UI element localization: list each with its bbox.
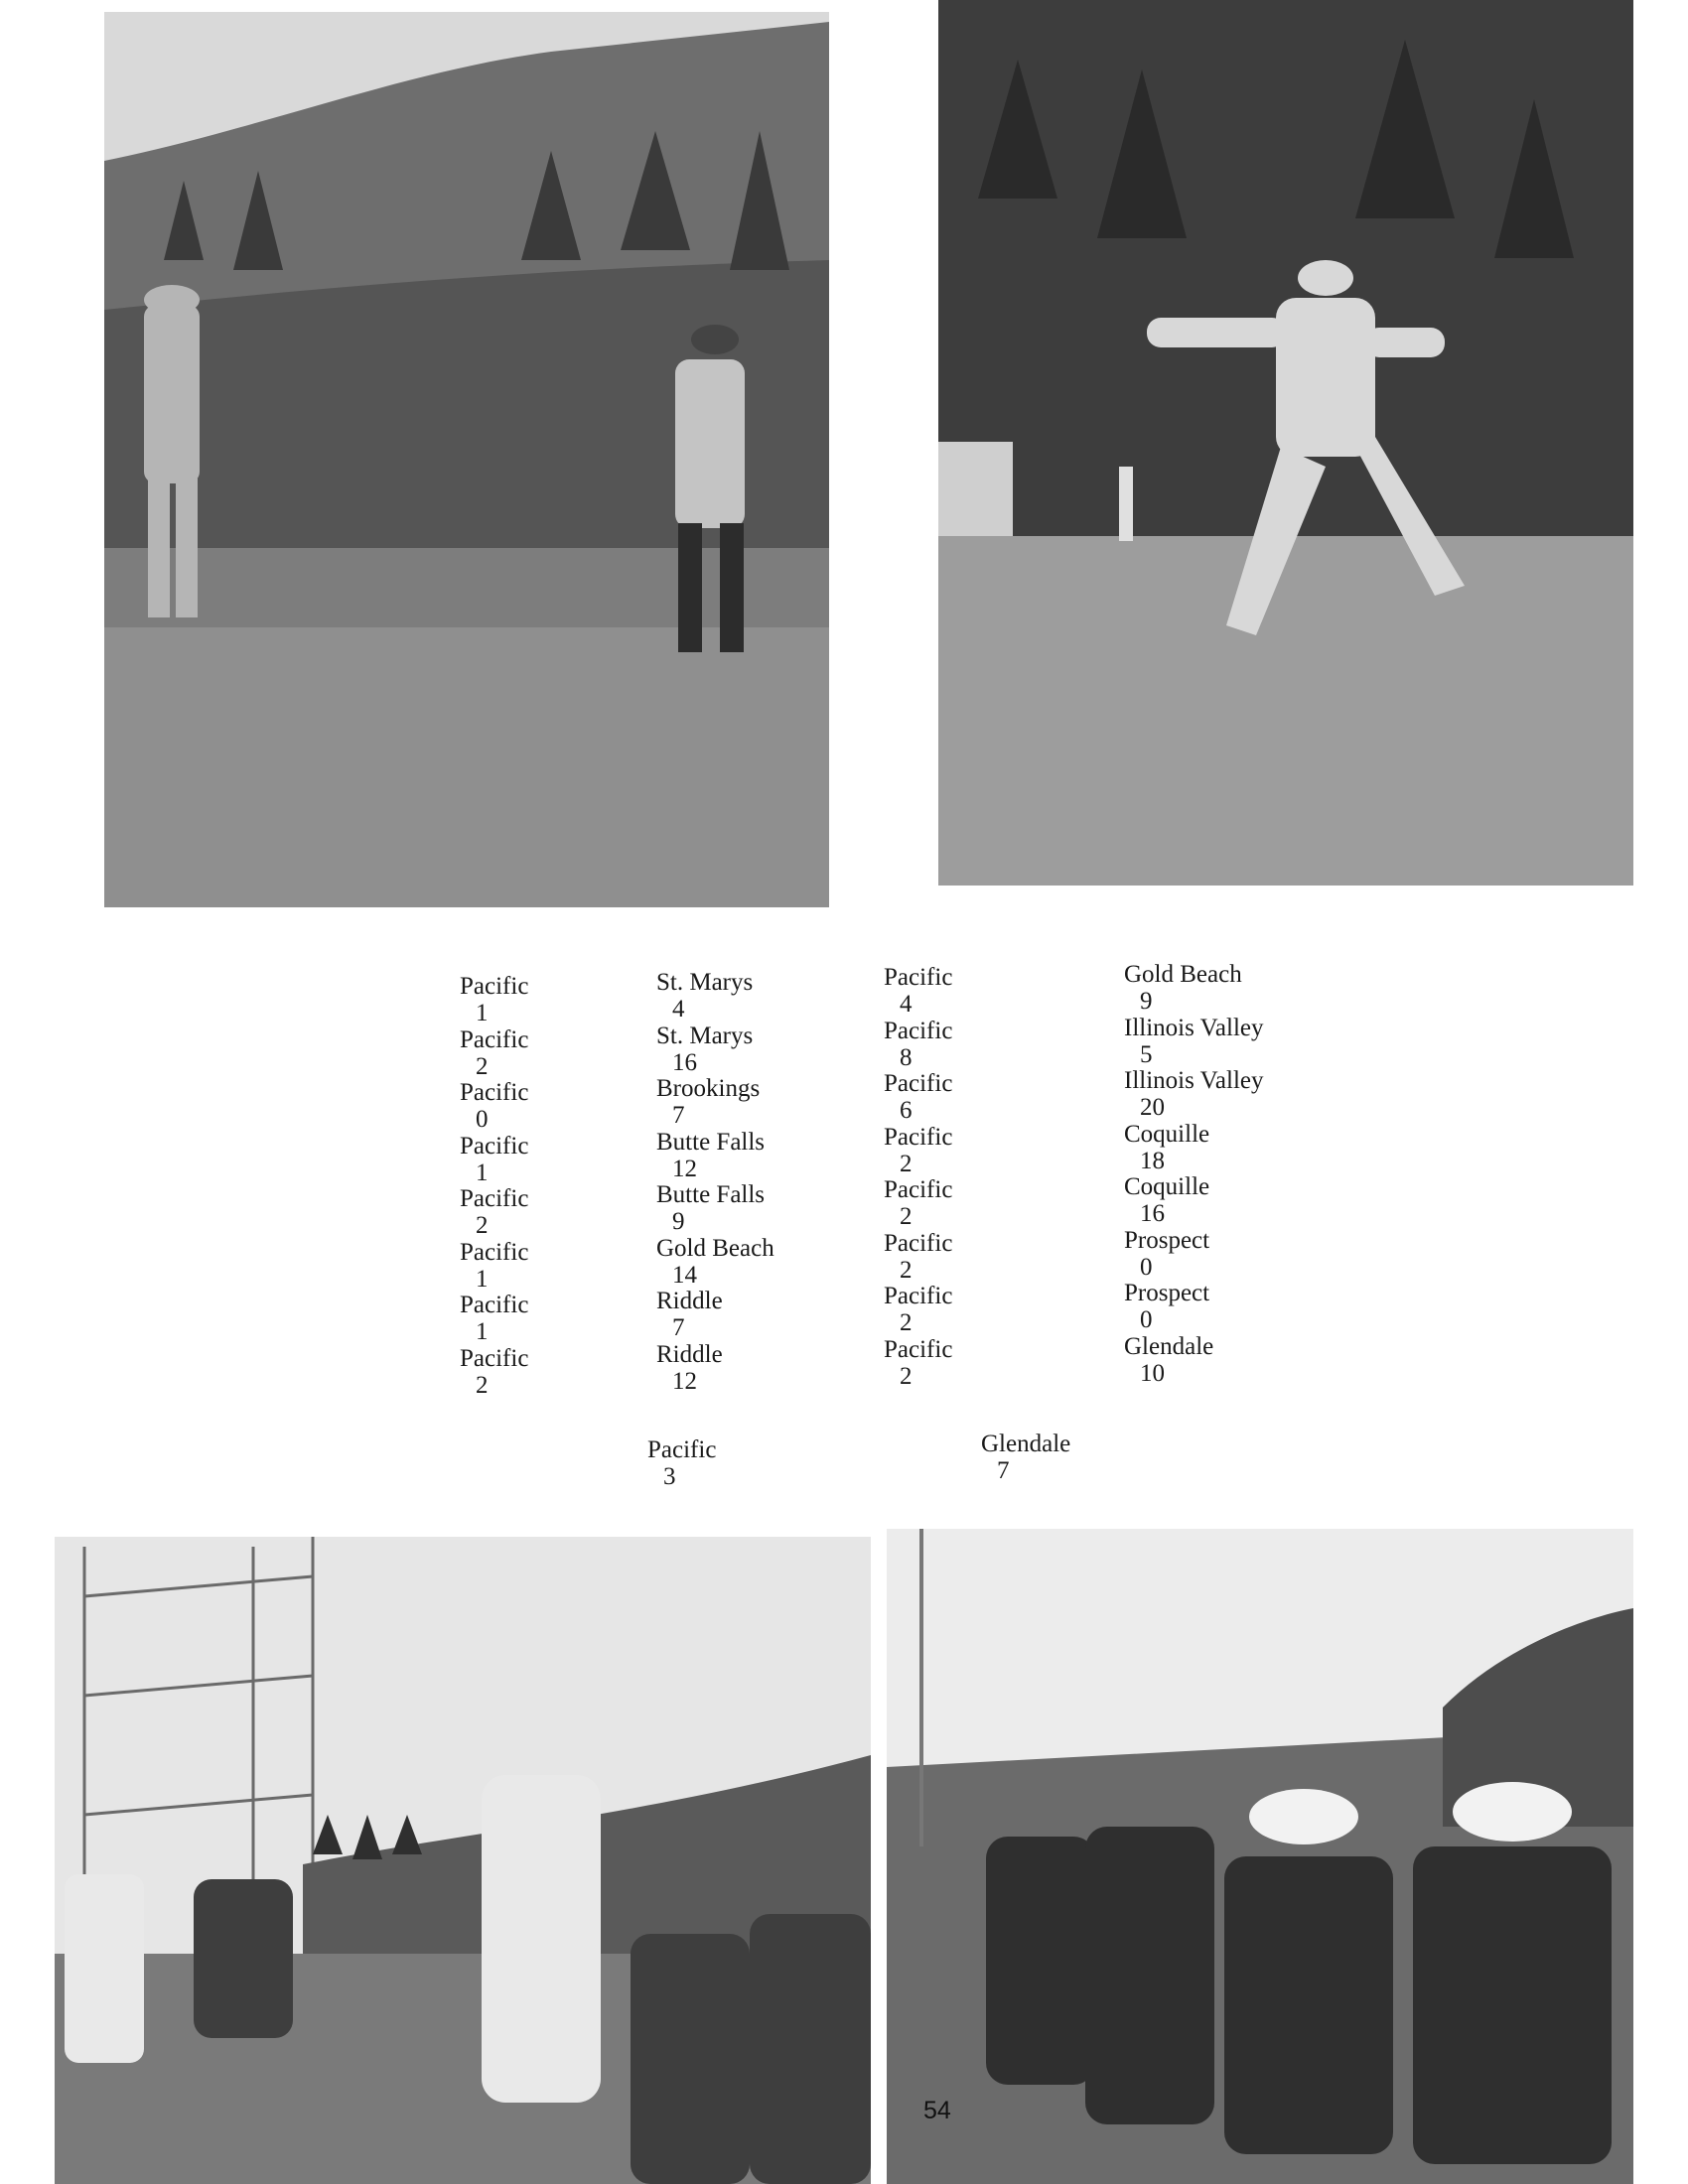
team-name: Butte Falls	[656, 1128, 766, 1156]
team-score: 12	[672, 1155, 697, 1182]
game-result	[656, 1235, 774, 1289]
game-result	[1124, 1333, 1264, 1387]
team-score: 20	[1140, 1094, 1165, 1121]
team-score: 0	[1140, 1253, 1153, 1281]
team-name: Coquille	[1124, 1173, 1210, 1200]
team-name: Brookings	[656, 1075, 761, 1102]
team-name: Pacific	[647, 1436, 717, 1463]
team-score: 2	[476, 1212, 489, 1239]
team-score: 18	[1140, 1147, 1165, 1174]
team-name: Pacific	[460, 1132, 529, 1160]
team-name: Prospect	[1124, 1226, 1210, 1254]
game-result	[656, 1181, 774, 1235]
game-result	[1124, 1121, 1264, 1174]
team-name: Pacific	[884, 1017, 953, 1044]
game-result	[884, 1124, 952, 1177]
game-result	[884, 1336, 952, 1390]
game-result	[460, 1133, 528, 1186]
team-name: Pacific	[460, 1238, 529, 1266]
team-name: Pacific	[460, 1344, 529, 1372]
game-result	[1124, 1280, 1264, 1333]
game-result	[647, 1436, 716, 1490]
base-coach-and-runner-photo	[104, 12, 829, 907]
game-result	[460, 1345, 528, 1399]
opponent-scores-column-2	[1124, 961, 1264, 1386]
team-score: 2	[900, 1256, 913, 1284]
team-score: 4	[900, 991, 913, 1018]
team-score: 1	[476, 1265, 489, 1293]
game-result	[656, 1129, 774, 1182]
game-result	[656, 1075, 774, 1129]
team-score: 9	[1140, 988, 1153, 1015]
team-name: St. Marys	[656, 1022, 754, 1049]
team-score: 5	[1140, 1040, 1153, 1068]
team-score: 2	[900, 1309, 913, 1336]
team-name: Pacific	[460, 1185, 529, 1212]
team-score: 0	[1140, 1306, 1153, 1333]
team-name: Riddle	[656, 1288, 723, 1314]
team-name: Gold Beach	[1124, 961, 1242, 988]
team-score: 3	[663, 1463, 676, 1490]
team-score: 10	[1140, 1359, 1165, 1387]
team-score: 2	[476, 1052, 489, 1080]
team-score: 2	[900, 1362, 913, 1390]
team-name: Prospect	[1124, 1280, 1210, 1306]
team-score: 14	[672, 1261, 697, 1289]
opponent-scores-column-1	[656, 969, 774, 1394]
team-score: 0	[476, 1106, 489, 1133]
team-name: Illinois Valley	[1124, 1067, 1264, 1094]
team-score: 4	[672, 996, 685, 1023]
game-result	[460, 973, 528, 1026]
game-result	[460, 1239, 528, 1293]
pacific-scores-column-1	[460, 973, 528, 1398]
game-result	[656, 1023, 774, 1076]
team-name: Pacific	[884, 1070, 953, 1097]
dugout-team-bench-photo	[55, 1537, 871, 2184]
game-result	[460, 1185, 528, 1239]
team-score: 8	[900, 1043, 913, 1071]
team-score: 12	[672, 1367, 697, 1395]
team-name: Riddle	[656, 1340, 723, 1368]
team-name: St. Marys	[656, 969, 754, 996]
team-score: 1	[476, 1159, 489, 1186]
game-result	[884, 1176, 952, 1230]
team-name: Pacific	[884, 964, 953, 991]
game-result	[1124, 1067, 1264, 1121]
game-result	[1124, 961, 1264, 1015]
team-name: Coquille	[1124, 1120, 1210, 1148]
game-result	[1124, 1015, 1264, 1068]
team-name: Butte Falls	[656, 1181, 766, 1208]
game-result	[884, 1283, 952, 1336]
team-score: 6	[900, 1097, 913, 1124]
team-name: Pacific	[460, 1079, 529, 1106]
pitcher-throwing-photo	[938, 0, 1633, 886]
team-name: Glendale	[1124, 1332, 1214, 1360]
game-result	[884, 1070, 952, 1124]
team-score: 1	[476, 1000, 489, 1026]
team-score: 16	[1140, 1200, 1165, 1227]
team-name: Pacific	[884, 1335, 953, 1363]
team-name: Pacific	[460, 973, 529, 1000]
game-result	[981, 1431, 1070, 1484]
final-game-pacific	[647, 1436, 716, 1490]
game-result	[1124, 1173, 1264, 1227]
game-result	[460, 1079, 528, 1133]
team-name: Pacific	[884, 1229, 953, 1257]
game-result	[884, 1018, 952, 1071]
team-name: Pacific	[884, 1176, 953, 1203]
game-result	[884, 1230, 952, 1284]
game-result	[884, 964, 952, 1018]
game-result	[656, 1341, 774, 1395]
team-score: 7	[672, 1102, 685, 1129]
game-result	[656, 969, 774, 1023]
team-name: Pacific	[460, 1292, 529, 1318]
team-score: 9	[672, 1208, 685, 1235]
team-name: Glendale	[981, 1431, 1071, 1457]
team-score: 2	[476, 1371, 489, 1399]
game-result	[460, 1026, 528, 1080]
game-result	[1124, 1227, 1264, 1281]
pacific-scores-column-2	[884, 964, 952, 1389]
coach-and-players-on-bench-photo	[887, 1529, 1633, 2184]
team-name: Pacific	[884, 1123, 953, 1151]
team-name: Gold Beach	[656, 1234, 774, 1262]
game-result	[460, 1292, 528, 1345]
team-name: Pacific	[884, 1283, 953, 1309]
team-score: 2	[900, 1150, 913, 1177]
team-score: 1	[476, 1318, 489, 1345]
team-name: Illinois Valley	[1124, 1014, 1264, 1041]
team-score: 2	[900, 1203, 913, 1230]
team-score: 7	[672, 1314, 685, 1341]
team-name: Pacific	[460, 1025, 529, 1053]
team-score: 16	[672, 1048, 697, 1076]
game-result	[656, 1288, 774, 1341]
page-number: 54	[923, 2097, 951, 2124]
team-score: 7	[997, 1457, 1010, 1484]
final-game-glendale	[981, 1431, 1070, 1484]
